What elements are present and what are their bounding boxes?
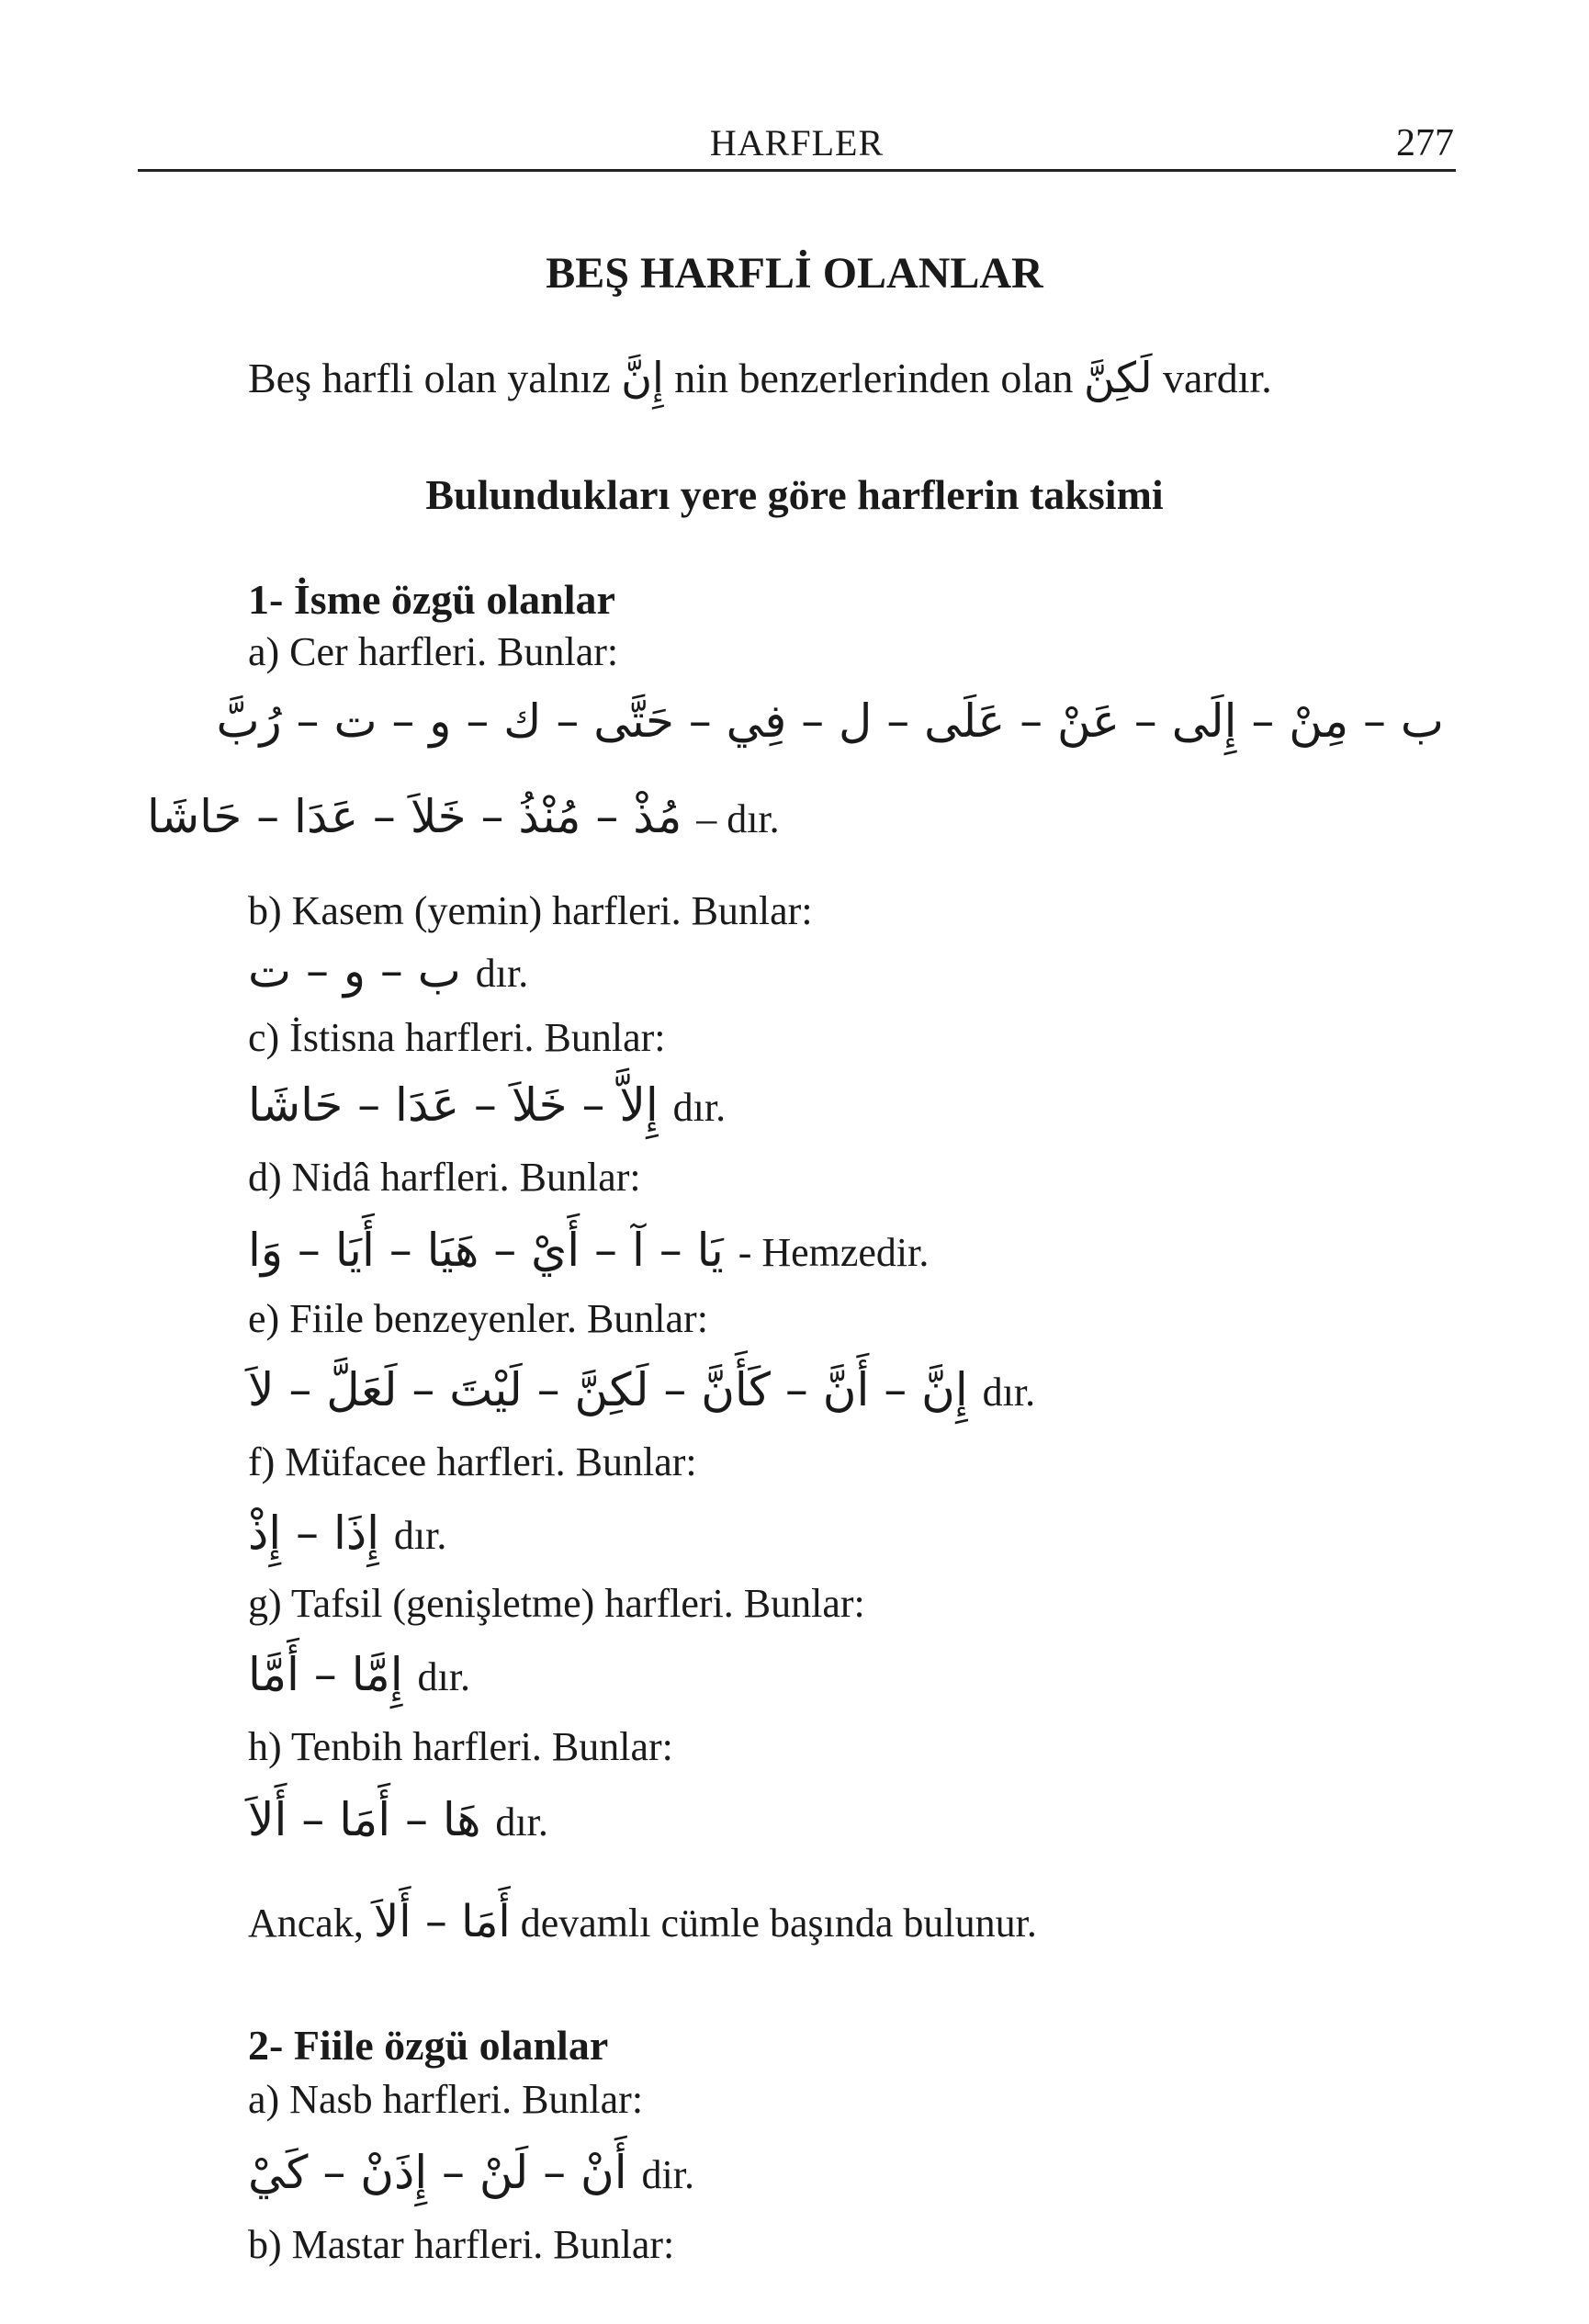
tenbih-arabic: هَا – أَمَا – أَلاَ	[248, 1793, 481, 1846]
tafsil-arabic: إِمَّا – أَمَّا	[248, 1648, 403, 1701]
tenbih-suffix: dır.	[495, 1799, 548, 1845]
page-number: 277	[1396, 122, 1454, 164]
istisna-row	[248, 1078, 726, 1132]
note-text-before: Ancak,	[248, 1901, 364, 1946]
fiile-benzeyen-label: e) Fiile benzeyenler. Bunlar:	[248, 1296, 708, 1341]
mufacee-label: f) Müfacee harfleri. Bunlar:	[248, 1439, 697, 1484]
intro-arabic-lakinna: لَكِنَّ	[1084, 353, 1153, 402]
note-arabic: أَمَا – أَلاَ	[373, 1896, 511, 1947]
mufacee-arabic: إِذَا – إِذْ	[248, 1506, 379, 1560]
fiile-benzeyen-row	[248, 1363, 1035, 1416]
note-paragraph	[248, 1896, 1037, 1947]
subtitle: Bulundukları yere göre harflerin taksimi	[425, 471, 1164, 518]
note-text-after: devamlı cümle başında bulunur.	[520, 1901, 1037, 1946]
tenbih-label: h) Tenbih harfleri. Bunlar:	[248, 1724, 673, 1769]
istisna-suffix: dır.	[672, 1085, 727, 1130]
nida-label: d) Nidâ harfleri. Bunlar:	[248, 1155, 641, 1200]
kasem-label: b) Kasem (yemin) harfleri. Bunlar:	[248, 888, 813, 933]
nasb-arabic: أَنْ – لَنْ – إِذَنْ – كَيْ	[248, 2146, 627, 2199]
section1-heading: 1- İsme özgü olanlar	[248, 576, 615, 623]
nida-suffix: - Hemzedir.	[738, 1230, 930, 1275]
tafsil-row	[248, 1648, 470, 1701]
nida-row	[248, 1224, 929, 1277]
section2-heading: 2- Fiile özgü olanlar	[248, 2022, 609, 2069]
running-header	[138, 118, 1456, 172]
intro-paragraph	[248, 353, 1272, 402]
mufacee-row	[248, 1506, 446, 1560]
mastar-label: b) Mastar harfleri. Bunlar:	[248, 2222, 675, 2267]
fiile-benzeyen-suffix: dır.	[982, 1370, 1036, 1415]
intro-text-after: vardır.	[1162, 355, 1272, 401]
nida-arabic: يَا – آ – أَيْ – هَيَا – أَيَا – وَا	[248, 1224, 724, 1277]
istisna-label: c) İstisna harfleri. Bunlar:	[248, 1015, 666, 1060]
tafsil-label: g) Tafsil (genişletme) harfleri. Bunlar:	[248, 1581, 865, 1626]
kasem-suffix: dır.	[475, 951, 529, 996]
cer-suffix: – dır.	[696, 796, 780, 841]
fiile-benzeyen-arabic: إِنَّ – أَنَّ – كَأَنَّ – لَكِنَّ – لَيْتَ – لَعَلَّ – لاَ	[248, 1363, 968, 1416]
intro-text-before: Beş harfli olan yalnız	[248, 355, 611, 401]
istisna-arabic: إِلاَّ – خَلاَ – عَدَا – حَاشَا	[248, 1078, 659, 1132]
tenbih-row	[248, 1793, 548, 1846]
cer-arabic-row2-text: مُذْ – مُنْذُ – خَلاَ – عَدَا – حَاشَا	[147, 790, 682, 843]
tafsil-suffix: dır.	[417, 1654, 470, 1699]
header-title: HARFLER	[709, 122, 885, 164]
nasb-row	[248, 2146, 694, 2199]
section-title: BEŞ HARFLİ OLANLAR	[546, 249, 1043, 298]
intro-arabic-inna: إِنَّ	[621, 353, 664, 402]
kasem-arabic: ب – و – ت	[248, 944, 461, 998]
cer-arabic-row2	[147, 790, 780, 843]
mufacee-suffix: dır.	[393, 1513, 447, 1558]
cer-label: a) Cer harfleri. Bunlar:	[248, 629, 619, 674]
kasem-row	[248, 944, 528, 998]
nasb-suffix: dir.	[641, 2152, 694, 2197]
intro-text-middle: nin benzerlerinden olan	[674, 355, 1074, 401]
nasb-label: a) Nasb harfleri. Bunlar:	[248, 2077, 644, 2122]
cer-arabic-row1: ب – مِنْ – إِلَى – عَنْ – عَلَى – ل – فِي – حَتَّى – ك – و – ت – رُبَّ	[216, 694, 1444, 748]
